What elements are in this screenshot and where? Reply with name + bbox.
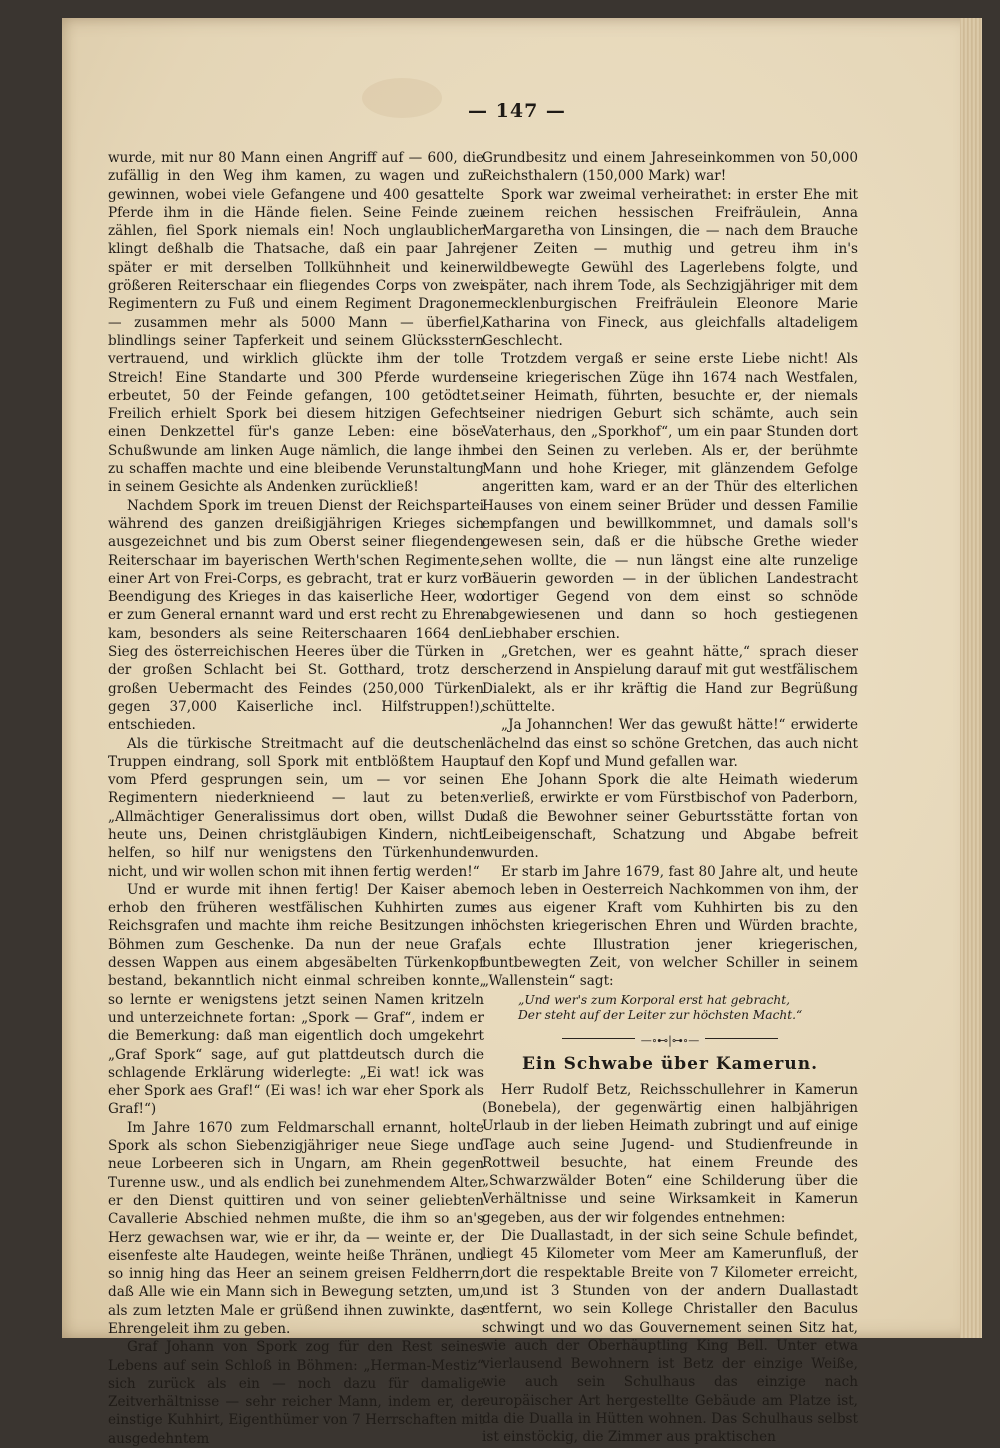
divider-ornament: —∘⊷|⊶∘— bbox=[635, 1034, 706, 1047]
paragraph: Nachdem Spork im treuen Dienst der Reichspartei während des ganzen dreißigjährigen Krieges sich ausgezeichnet und bis zum Oberst seiner fliegenden Reiterschaar im bayerischen Werth'schen Regimente, einer Art von Frei-Corps, es gebracht, trat er kurz vor Beendigung des Krieges in das kaiserliche Heer, wo er zum General ernannt ward und erst recht zu Ehren kam, besonders als seine Reiterschaaren 1664 den Sieg des österreichischen Heeres über die Türken in der großen Schlacht bei St. Gotthard, trotz der großen Uebermacht des Feindes (250,000 Türken gegen 37,000 Kaiserliche incl. Hilfstruppen!), entschieden. bbox=[108, 497, 484, 734]
paragraph: Spork war zweimal verheirathet: in erster Ehe mit einem reichen hessischen Freifräulein, Anna Margaretha von Linsingen, die — nach dem Brauche jener Zeiten — muthig und getreu ihm in's wildbewegte Gewühl des Lagerlebens folgte, und später, nach ihrem Tode, als Sechzigjähriger mit dem mecklenburgischen Freifräulein Eleonore Marie Katharina von Fineck, aus gleichfalls altadeligem Geschlecht. bbox=[482, 186, 858, 349]
article-heading: Ein Schwabe über Kamerun. bbox=[521, 1053, 819, 1074]
paragraph: Graf Johann von Spork zog für den Rest seines Lebens auf sein Schloß in Böhmen: „Herman-Mestiz“ sich zurück als ein — noch dazu für damalige Zeitverhältnisse — sehr reicher Mann, indem er, der einstige Kuhhirt, Eigenthümer von 7 Herrschaften mit ausgedehntem bbox=[108, 1339, 484, 1447]
paragraph: Trotzdem vergaß er seine erste Liebe nicht! Als seine kriegerischen Züge ihn 1674 nach Westfalen, seiner Heimath, führten, besuchte er, der niemals seiner niedrigen Geburt sich schämte, auch sein Vaterhaus, den „Sporkhof“, um ein paar Stunden dort bei den Seinen zu verleben. Als er, der berühmte Mann und hohe Krieger, mit glänzendem Gefolge angeritten kam, ward er an der Thür des elterlichen Hauses von einem seiner Brüder und dessen Familie empfangen und bewillkommnet, und damals soll's gewesen sein, daß er die hübsche Grethe wieder sehen wollte, die — nun längst eine alte runzelige Bäuerin geworden — in der üblichen Landestracht dortiger Gegend von dem einst so schnöde abgewiesenen und dann so hoch gestiegenen Liebhaber erschien. bbox=[482, 351, 858, 642]
quote-line: „Und wer's zum Korporal erst hat gebracht, bbox=[518, 992, 791, 1007]
section-divider bbox=[482, 1031, 858, 1045]
paper-stain bbox=[362, 78, 442, 118]
paragraph: Die Duallastadt, in der sich seine Schule befindet, liegt 45 Kilometer vom Meer am Kamerunfluß, der dort die respektable Breite von 7 Kilometer erreicht, und ist 3 Stunden von der andern Duallastadt entfernt, wo sein Kollege Christaller den Baculus schwingt und wo das Gouvernement seinen Sitz hat, wie auch der Oberhäuptling King Bell. Unter etwa vierlausend Bewohnern ist Betz der einzige Weiße, wie auch sein Schulhaus das einzige nach europäischer Art hergestellte Gebäude am Platze ist, da die Dualla in Hütten wohnen. Das Schulhaus selbst ist einstöckig, die Zimmer aus praktischen bbox=[482, 1228, 858, 1446]
paragraph: Im Jahre 1670 zum Feldmarschall ernannt, holte Spork als schon Siebenzigjähriger neue Siege und neue Lorbeeren sich in Ungarn, am Rhein gegen Turenne usw., und als endlich bei zunehmendem Alter er den Dienst quittiren und von seiner geliebten Cavallerie Abschied nehmen mußte, die ihm so an's Herz gewachsen war, wie er ihr, da — weinte er, der eisenfeste alte Haudegen, weinte heiße Thränen, und so innig hing das Heer an seinem greisen Feldherrn, daß Alle wie ein Mann sich in Bewegung setzten, um, als zum letzten Male er grüßend ihnen zuwinkte, das Ehrengeleit ihm zu geben. bbox=[108, 1119, 484, 1337]
page-number: — 147 — bbox=[468, 100, 566, 122]
paragraph: Herr Rudolf Betz, Reichsschullehrer in Kamerun (Bonebela), der gegenwärtig einen halbjährigen Urlaub in der lieben Heimath zubringt und auf einige Tage auch seine Jugend- und Studienfreunde in Rottweil besuchte, hat einem Freunde des „Schwarzwälder Boten“ eine Schilderung über die Verhältnisse und seine Wirksamkeit in Kamerun gegeben, aus der wir folgendes entnehmen: bbox=[482, 1081, 858, 1226]
paragraph: Grundbesitz und einem Jahreseinkommen von 50,000 Reichsthalern (150,000 Mark) war! bbox=[482, 150, 858, 185]
paragraph: Ehe Johann Spork die alte Heimath wiederum verließ, erwirkte er vom Fürstbischof von Paderborn, daß die Bewohner seiner Geburtsstätte fortan von Leibeigenschaft, Schatzung und Abgabe befreit wurden. bbox=[482, 772, 858, 862]
right-column bbox=[482, 149, 858, 1446]
page-edge bbox=[960, 18, 982, 1338]
book-page bbox=[62, 18, 982, 1447]
paragraph: Und er wurde mit ihnen fertig! Der Kaiser aber erhob den früheren westfälischen Kuhhirten zum Reichsgrafen und machte ihm reiche Besitzungen in Böhmen zum Geschenke. Da nun der neue Graf, dessen Wappen aus einem abgesäbelten Türkenkopf bestand, bekanntlich nicht einmal schreiben konnte, so lernte er wenigstens jetzt seinen Namen kritzeln und unterzeichnete fortan: „Spork — Graf“, indem er die Bemerkung: daß man eigentlich doch umgekehrt „Graf Spork“ sage, auf gut plattdeutsch durch die schlagende Erklärung widerlegte: „Ei wat! ick was eher Spork aes Graf!“ (Ei was! ich war eher Spork als Graf!“) bbox=[108, 881, 484, 1118]
paragraph: wurde, mit nur 80 Mann einen Angriff auf — 600, die zufällig in den Weg ihm kamen, zu wagen und zu gewinnen, wobei viele Gefangene und 400 gesattelte Pferde ihm in die Hände fielen. Seine Feinde zu zählen, fiel Spork niemals ein! Noch unglaublicher klingt deßhalb die Thatsache, daß ein paar Jahre später er mit derselben Tollkühnheit und keiner größeren Reiterschaar ein fliegendes Corps von zwei Regimentern zu Fuß und einem Regiment Dragoner — zusammen mehr als 5000 Mann — überfiel, blindlings seiner Tapferkeit und seinem Glücksstern vertrauend, und wirklich glückte ihm der tolle Streich! Eine Standarte und 300 Pferde wurden erbeutet, 50 der Feinde gefangen, 100 getödtet. Freilich erhielt Spork bei diesem hitzigen Gefecht einen Denkzettel für's ganze Leben: eine böse Schußwunde am linken Auge nämlich, die lange ihm zu schaffen machte und eine bleibende Verunstaltung in seinem Gesichte als Andenken zurückließ! bbox=[108, 150, 484, 496]
left-column bbox=[108, 149, 484, 1447]
schiller-quote bbox=[482, 993, 858, 1023]
quote-line: Der steht auf der Leiter zur höchsten Macht.“ bbox=[518, 1007, 803, 1022]
paragraph: „Gretchen, wer es geahnt hätte,“ sprach dieser scherzend in Anspielung darauf mit gut westfälischem Dialekt, als er ihr kräftig die Hand zur Begrüßung schüttelte. bbox=[482, 644, 858, 715]
paragraph: „Ja Johannchen! Wer das gewußt hätte!“ erwiderte lächelnd das einst so schöne Gretchen, das auch nicht auf den Kopf und Mund gefallen war. bbox=[482, 717, 858, 770]
paragraph: Als die türkische Streitmacht auf die deutschen Truppen eindrang, soll Spork mit entblößtem Haupt vom Pferd gesprungen sein, um — vor seinen Regimentern niederknieend — laut zu beten: „Allmächtiger Generalissimus dort oben, willst Du heute uns, Deinen christgläubigen Kindern, nicht helfen, so hilf nur wenigstens den Türkenhunden nicht, und wir wollen schon mit ihnen fertig werden!“ bbox=[108, 735, 484, 880]
paragraph: Er starb im Jahre 1679, fast 80 Jahre alt, und heute noch leben in Oesterreich Nachkommen von ihm, der es aus eigener Kraft vom Kuhhirten bis zu den höchsten kriegerischen Ehren und Würden brachte, als echte Illustration jener kriegerischen, buntbewegten Zeit, von welcher Schiller in seinem „Wallenstein“ sagt: bbox=[482, 863, 858, 990]
